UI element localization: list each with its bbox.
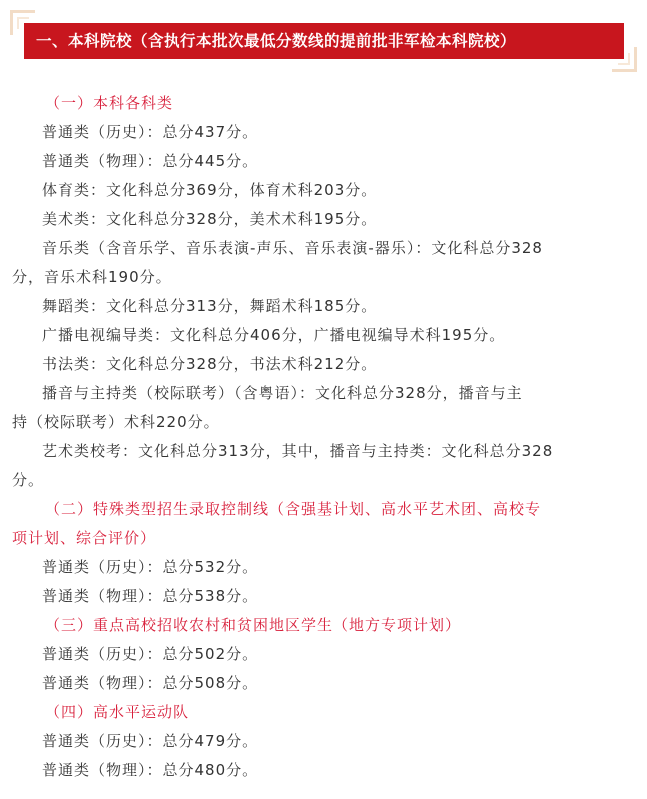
score-line: 播音与主持类（校际联考）（含粤语）：文化科总分328分，播音与主 — [42, 384, 523, 402]
section-title-2-continued: 项计划、综合评价） — [12, 529, 157, 547]
article-body — [12, 89, 632, 785]
score-line: 舞蹈类：文化科总分313分，舞蹈术科185分。 — [42, 297, 378, 315]
score-line: 美术类：文化科总分328分，美术术科195分。 — [42, 210, 378, 228]
section-heading: 一、本科院校（含执行本批次最低分数线的提前批非军检本科院校） — [24, 23, 624, 59]
score-line: 普通类（历史）：总分437分。 — [42, 123, 259, 141]
score-line: 普通类（物理）：总分480分。 — [42, 761, 259, 779]
score-line-continued: 分。 — [12, 471, 45, 489]
score-line: 体育类：文化科总分369分，体育术科203分。 — [42, 181, 378, 199]
score-line: 广播电视编导类：文化科总分406分，广播电视编导术科195分。 — [42, 326, 506, 344]
heading-banner — [10, 10, 637, 72]
section-title-2: （二）特殊类型招生录取控制线（含强基计划、高水平艺术团、高校专 — [45, 500, 542, 518]
section-title-4: （四）高水平运动队 — [45, 703, 190, 721]
score-line: 普通类（历史）：总分479分。 — [42, 732, 259, 750]
score-line: 普通类（物理）：总分508分。 — [42, 674, 259, 692]
score-line: 艺术类校考：文化科总分313分，其中，播音与主持类：文化科总分328 — [42, 442, 554, 460]
score-line: 普通类（物理）：总分538分。 — [42, 587, 259, 605]
score-line: 书法类：文化科总分328分，书法术科212分。 — [42, 355, 378, 373]
score-line: 普通类（物理）：总分445分。 — [42, 152, 259, 170]
score-line-continued: 分，音乐术科190分。 — [12, 268, 172, 286]
score-line: 普通类（历史）：总分502分。 — [42, 645, 259, 663]
score-line: 音乐类（含音乐学、音乐表演-声乐、音乐表演-器乐）：文化科总分328 — [42, 239, 543, 257]
section-title-3: （三）重点高校招收农村和贫困地区学生（地方专项计划） — [45, 616, 462, 634]
score-line-continued: 持（校际联考）术科220分。 — [12, 413, 220, 431]
section-title-1: （一）本科各科类 — [45, 94, 174, 112]
score-line: 普通类（历史）：总分532分。 — [42, 558, 259, 576]
